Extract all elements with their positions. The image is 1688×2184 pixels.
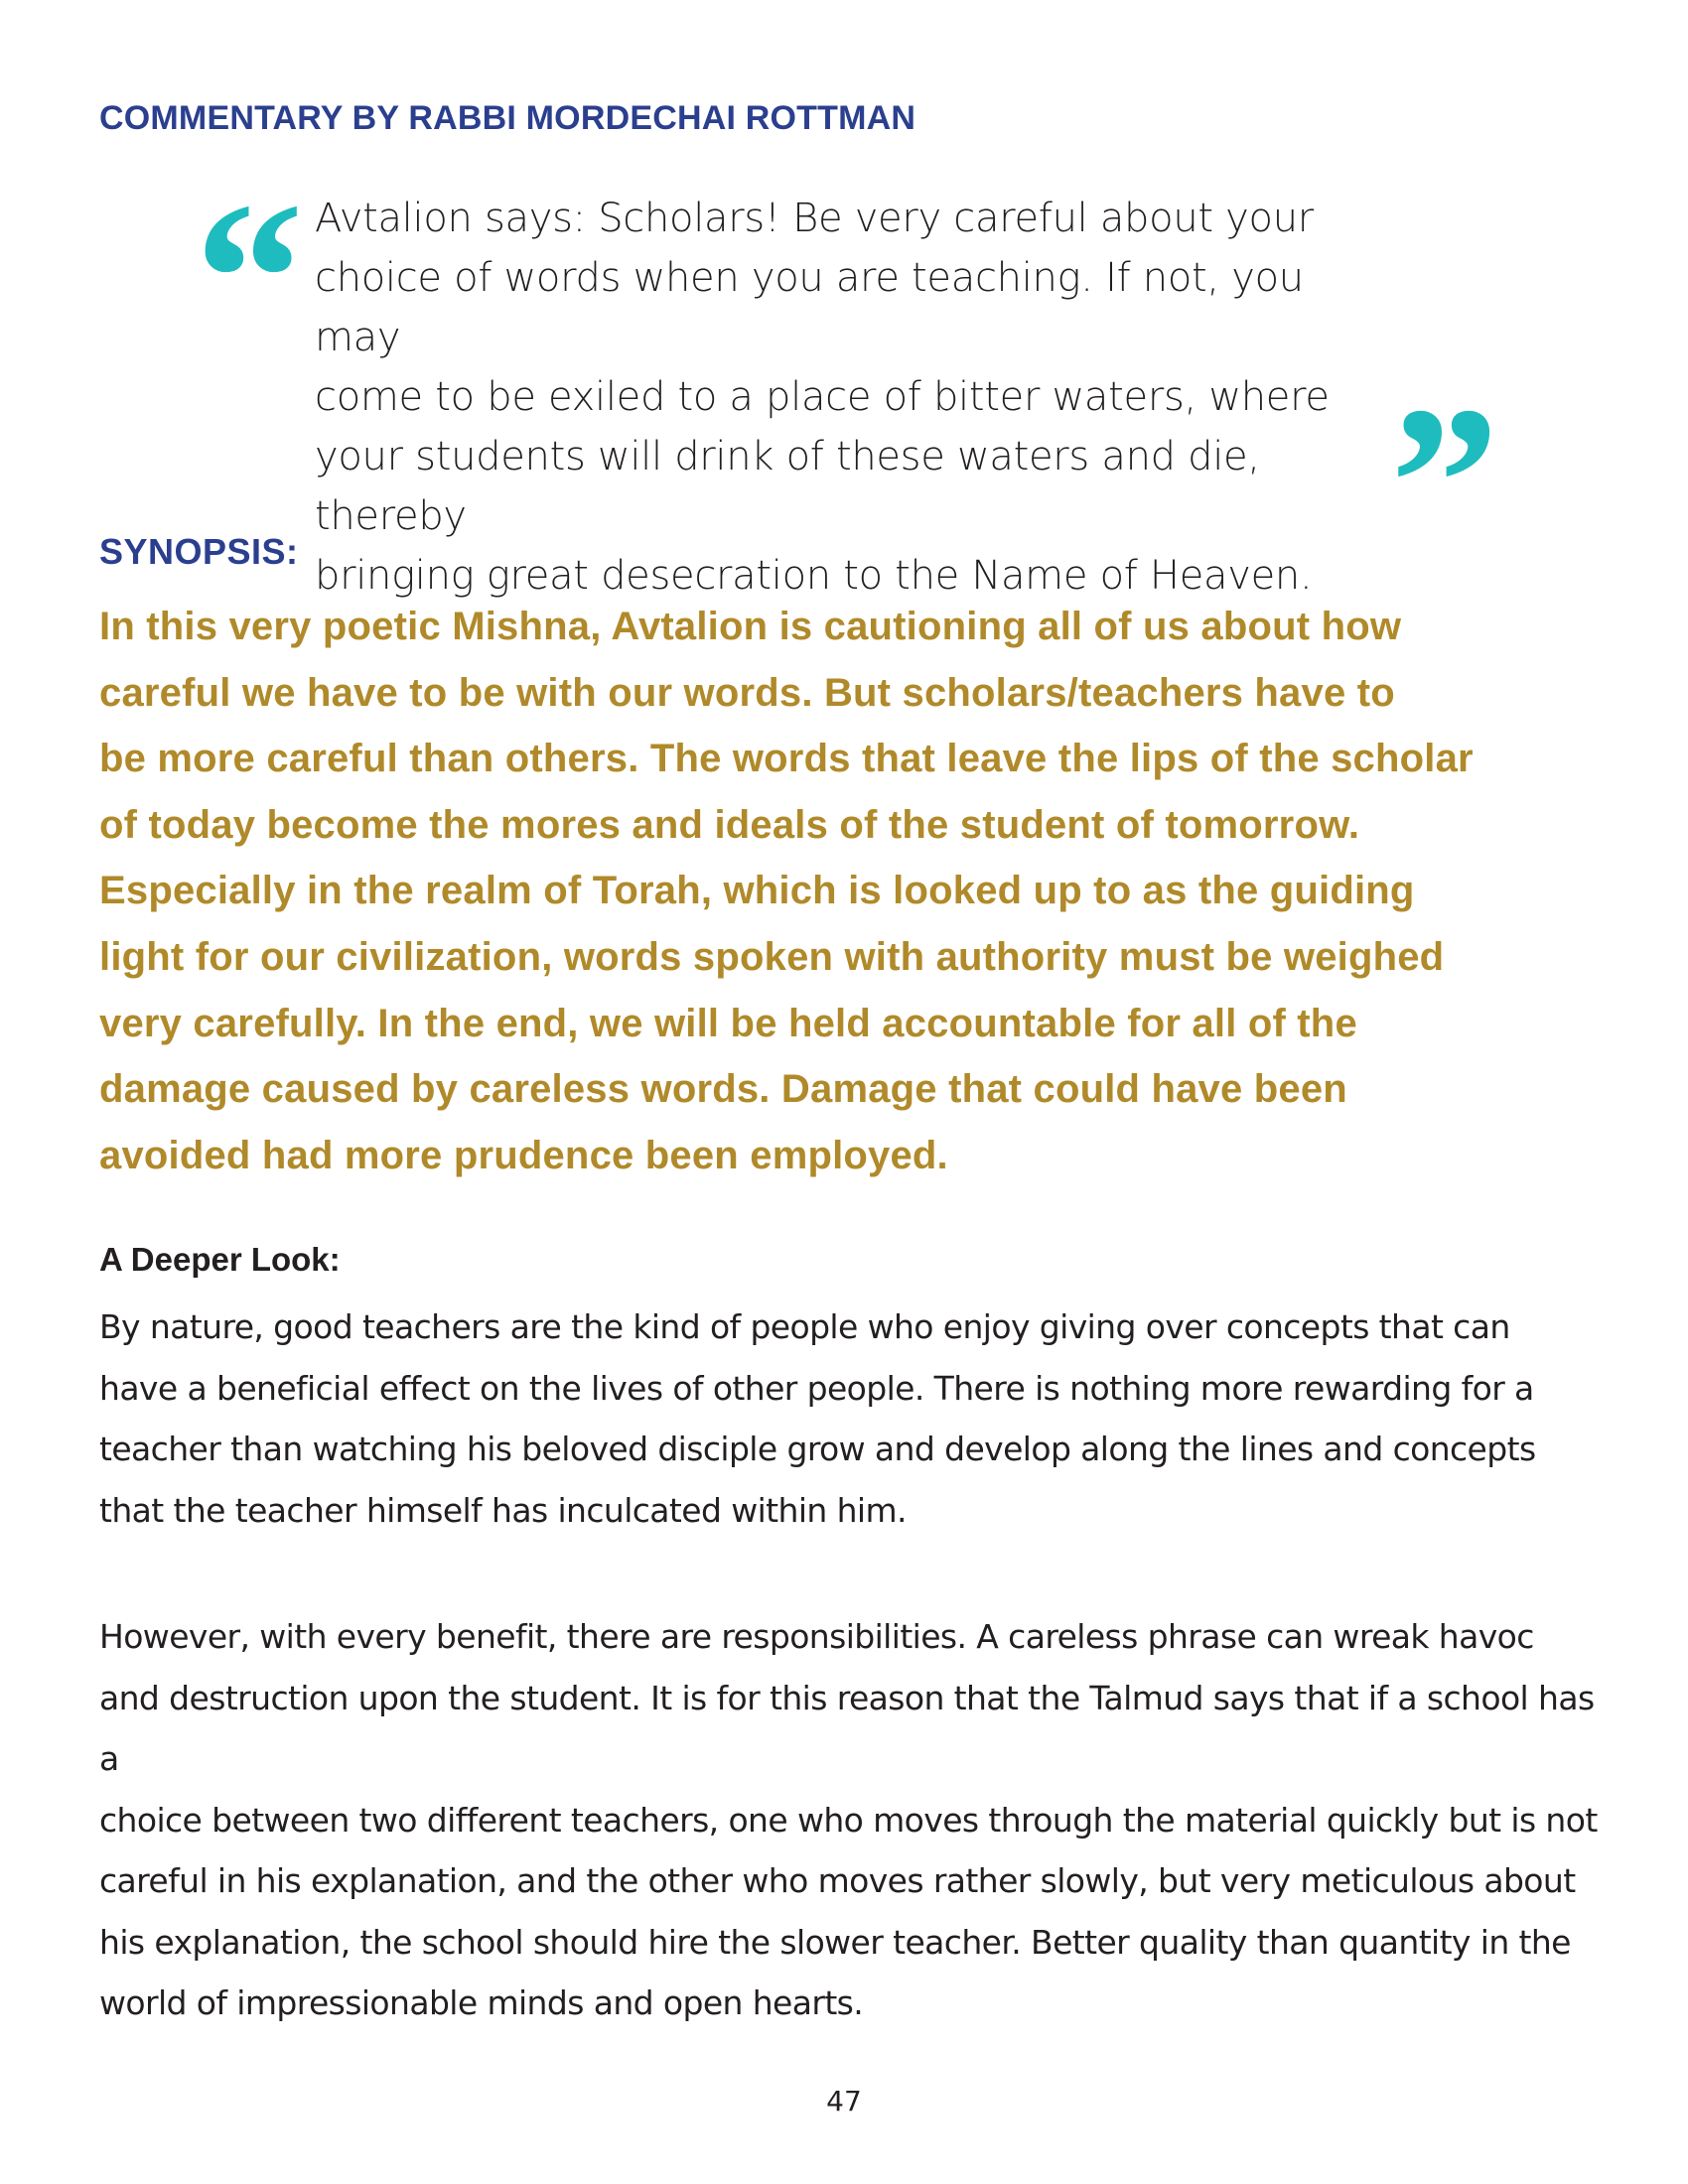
synopsis-label: SYNOPSIS: [99,531,299,572]
page-number: 47 [826,2085,862,2117]
close-quote-mark: ” [1390,361,1499,604]
mishna-quote: Avtalion says: Scholars! Be very careful about your choice of words when you are teaching. If not, you may come to be exiled to a place of bitter waters, where your students will drink of these waters and die, thereby bringing great desecration to the Name of Heaven. [315,196,1330,599]
deeper-look-paragraph-2: However, with every benefit, there are responsibilities. A careless phrase can wreak havoc and destruction upon the student. It is for this reason that the Talmud says that if a school has a choice between two different teachers, one who moves through the material quickly but is not careful in his explanation, and the other who moves rather slowly, but very meticulous about his explanation, the school should hire the slower teacher. Better quality than quantity in the world of impressionable minds and open hearts. [99,1617,1598,2022]
commentary-heading: COMMENTARY BY RABBI MORDECHAI ROTTMAN [99,99,916,137]
deeper-look-paragraph-1: By nature, good teachers are the kind of people who enjoy giving over concepts that can have a beneficial effect on the lives of other people. There is nothing more rewarding for a teacher than watching his beloved disciple grow and develop along the lines and concepts that the teacher himself has inculcated within him. [99,1307,1536,1530]
open-quote-mark: “ [195,157,304,399]
deeper-look-label: A Deeper Look: [99,1241,341,1278]
synopsis-text: In this very poetic Mishna, Avtalion is cautioning all of us about how careful we have to be with our words. But scholars/teachers have to be more careful than others. The words that leave the lips of the scholar of today become the mores and ideals of the student of tomorrow. Especially in the realm of Torah, which is looked up to as the guiding light for our civilization, words spoken with authority must be weighed very carefully. In the end, we will be held accountable for all of the damage caused by careless words. Damage that could have been avoided had more prudence been employed. [99,605,1474,1177]
